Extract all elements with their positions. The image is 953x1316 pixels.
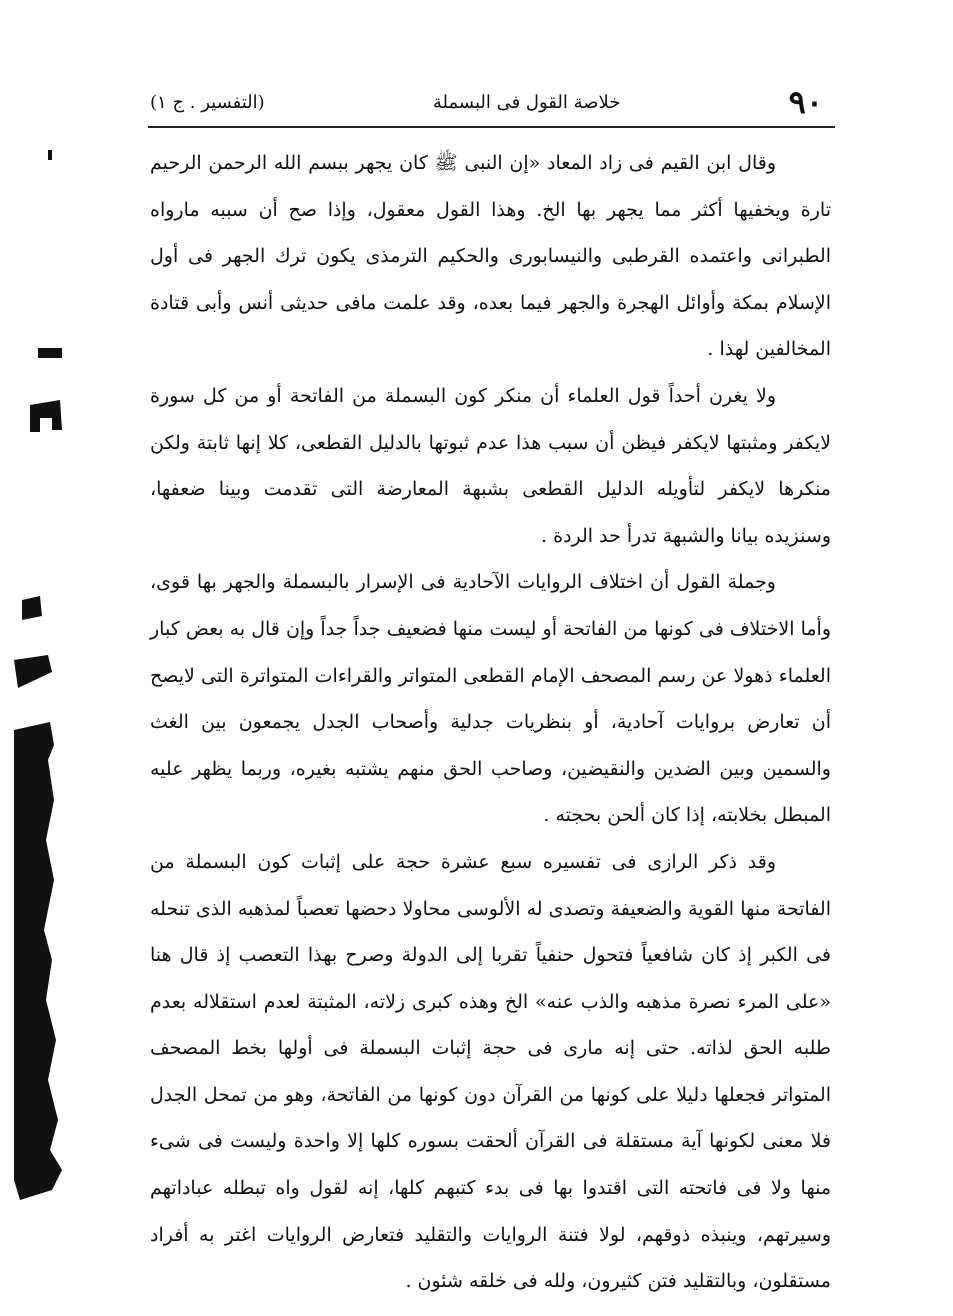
paragraph: وجملة القول أن اختلاف الروايات الآحادية فى الإسرار بالبسملة والجهر بها قوى، وأما الاختلاف فى كونها من الفاتحة أو ليست منها فضعيف جداً جداً وإن قال به بعض كبار العلماء ذهولا عن رسم المصحف الإمام القطعى المتواتر والقراءات المتواترة التى لايصح أن تعارض بروايات آحادية، أو بنظريات جدلية وأصحاب الجدل يجمعون بين الغث والسمين وبين الضدين والنقيضين، وصاحب الحق منهم يشتبه بغيره، وربما يظهر عليه المبطل بخلابته، إذا كان ألحن بحجته . <box>150 571 831 827</box>
paragraph: ولا يغرن أحداً قول العلماء أن منكر كون البسملة من الفاتحة أو من كل سورة لايكفر ومثبتها لايكفر فيظن أن سبب هذا عدم ثبوتها بالدليل القطعى، كلا إنها ثابتة ولكن منكرها لايكفر لتأويله الدليل القطعى بشبهة المعارضة التى تقدمت وبينا ضعفها، وسنزيده بيانا والشبهة تدرأ حد الردة . <box>150 384 831 547</box>
page-header <box>150 80 823 124</box>
page-number: ٩٠ <box>788 83 823 121</box>
body-text <box>150 140 831 1305</box>
paragraph: وقال ابن القيم فى زاد المعاد «إن النبى ﷺ كان يجهر ببسم الله الرحمن الرحيم تارة ويخفيها أكثر مما يجهر بها الخ. وهذا القول معقول، وإذا صح أن سببه مارواه الطبرانى واعتمده القرطبى والنيسابورى والحكيم الترمذى يكون ترك الجهر فى أول الإسلام بمكة وأوائل الهجرة والجهر فيما بعده، وقد علمت مافى حديثى أنس وأبى قتادة المخالفين لهذا . <box>150 152 831 361</box>
paragraph: وقد ذكر الرازى فى تفسيره سبع عشرة حجة على إثبات كون البسملة من الفاتحة منها القوية والضعيفة وتصدى له الألوسى محاولا دحضها تعصباً لمذهبه الذى تنحله فى الكبر إذ كان شافعياً فتحول حنفياً تقربا إلى الدولة وصرح بهذا التعصب إذ قال هنا «على المرء نصرة مذهبه والذب عنه» الخ وهذه كبرى زلاته، المثبتة لعدم استقلاله بعدم طلبه الحق لذاته. حتى إنه مارى فى حجة إثبات البسملة فى أولها بخط المصحف المتواتر فجعلها دليلا على كونها من القرآن دون كونها من الفاتحة، وهو من تمحل الجدل فلا معنى لكونها آية مستقلة فى القرآن ألحقت بسوره كلها إلا واحدة وليست فى شىء منها ولا فى فاتحته التى اقتدوا بها فى بدء كتبهم كلها، إنه لقول واه تبطله عباداتهم وسيرتهم، وينبذه ذوقهم، لولا فتنة الروايات والتقليد فتعارض الروايات اغتر به أفراد مستقلون، وبالتقليد فتن كثيرون، ولله فى خلقه شئون . <box>150 850 831 1293</box>
scan-edge-marks <box>0 0 70 1316</box>
section-label: (التفسير . ج ١) <box>150 91 265 113</box>
header-rule <box>148 126 835 128</box>
running-title: خلاصة القول فى البسملة <box>432 91 621 113</box>
